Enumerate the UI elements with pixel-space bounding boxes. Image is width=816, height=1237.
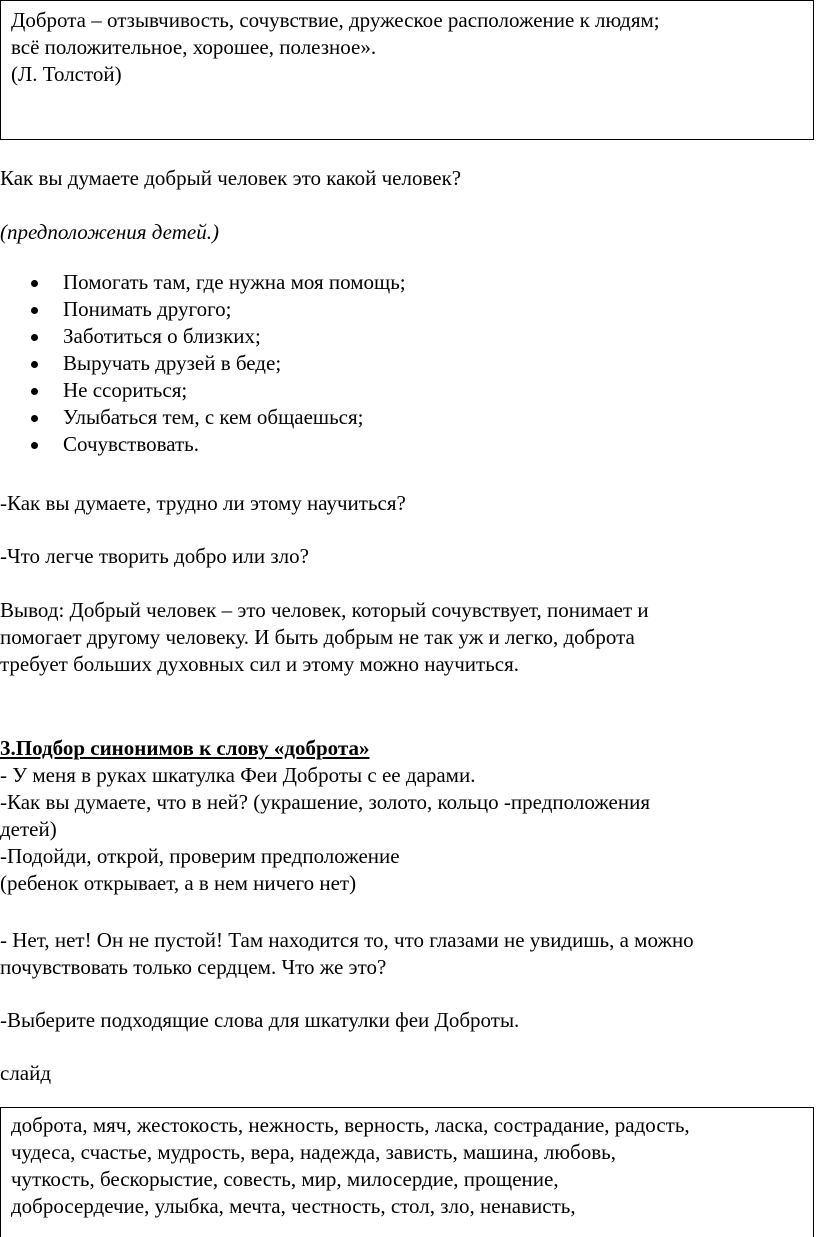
- conclusion-paragraph: [0, 597, 649, 678]
- list-item: Выручать друзей в беде;: [0, 350, 816, 377]
- section-line: (ребенок открывает, а в нем ничего нет): [0, 871, 357, 895]
- bullet-icon: [31, 415, 38, 422]
- section-line: - У меня в руках шкатулка Феи Доброты с ее дарами.: [0, 763, 476, 787]
- list-item: Улыбаться тем, с кем общаешься;: [0, 404, 816, 431]
- list-item: Помогать там, где нужна моя помощь;: [0, 269, 816, 296]
- quote-box: [0, 0, 814, 140]
- list-item: Сочувствовать.: [0, 431, 816, 458]
- words-line: добросердечие, улыбка, мечта, честность, стол, зло, ненависть,: [11, 1194, 576, 1218]
- bullet-icon: [31, 442, 38, 449]
- answer-line: почувствовать только сердцем. Что же это?: [0, 955, 387, 979]
- answer-line: - Нет, нет! Он не пустой! Там находится то, что глазами не увидишь, а можно: [0, 928, 694, 952]
- section-text: [0, 762, 650, 897]
- question-kind-person: Как вы думаете добрый человек это какой человек?: [0, 166, 462, 190]
- bullet-icon: [31, 361, 38, 368]
- list-item: Не ссориться;: [0, 377, 816, 404]
- words-line: чудеса, счастье, мудрость, вера, надежда, зависть, машина, любовь,: [11, 1140, 616, 1164]
- question-hard-to-learn: -Как вы думаете, трудно ли этому научиться?: [0, 491, 406, 515]
- conclusion-line: Вывод: Добрый человек – это человек, который сочувствует, понимает и: [0, 598, 649, 622]
- bullet-icon: [31, 307, 38, 314]
- bullet-icon: [31, 280, 38, 287]
- section-line: детей): [0, 817, 57, 841]
- conclusion-line: требует больших духовных сил и этому можно научиться.: [0, 652, 520, 676]
- conclusion-line: помогает другому человеку. И быть добрым не так уж и легко, доброта: [0, 625, 635, 649]
- instruction-text: -Выберите подходящие слова для шкатулки феи Доброты.: [0, 1008, 520, 1032]
- bullet-icon: [31, 388, 38, 395]
- slide-label: слайд: [0, 1061, 52, 1085]
- section-line: -Подойди, открой, проверим предположение: [0, 844, 400, 868]
- list-item: Заботиться о близких;: [0, 323, 816, 350]
- section-line: -Как вы думаете, что в ней? (украшение, золото, кольцо -предположения: [0, 790, 650, 814]
- question-good-or-evil: -Что легче творить добро или зло?: [0, 544, 309, 568]
- children-guesses-note: (предположения детей.): [0, 220, 219, 244]
- bullet-list: [0, 269, 816, 458]
- bullet-icon: [31, 334, 38, 341]
- section-heading: 3.Подбор синонимов к слову «доброта»: [0, 736, 370, 760]
- answer-paragraph: [0, 927, 694, 981]
- list-item: Понимать другого;: [0, 296, 816, 323]
- words-line: чуткость, бескорыстие, совесть, мир, милосердие, прощение,: [11, 1167, 559, 1191]
- words-box: [0, 1107, 814, 1237]
- quote-author: (Л. Толстой): [11, 62, 122, 86]
- quote-line: Доброта – отзывчивость, сочувствие, дружеское расположение к людям;: [11, 8, 660, 32]
- words-line: доброта, мяч, жестокость, нежность, верность, ласка, сострадание, радость,: [11, 1113, 690, 1137]
- quote-line: всё положительное, хорошее, полезное».: [11, 35, 377, 59]
